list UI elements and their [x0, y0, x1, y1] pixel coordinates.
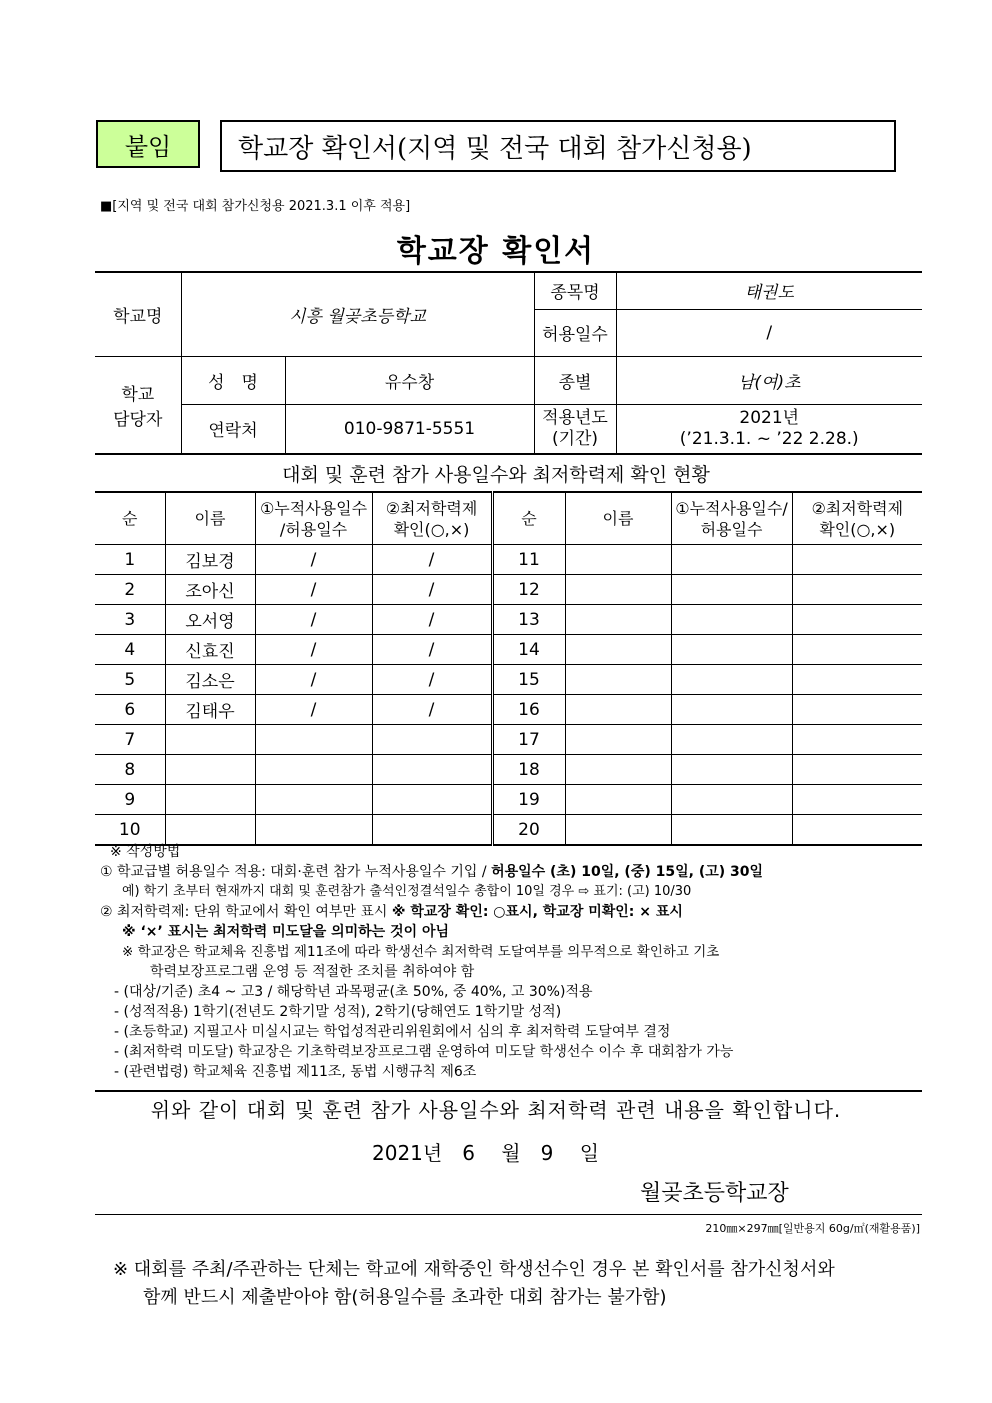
min-academic-check-right-cell [792, 635, 922, 665]
col-check-header-line2: 확인(○,×) [393, 519, 470, 539]
min-academic-check-right-cell [792, 755, 922, 785]
applicability-note: ■[지역 및 전국 대회 참가신청용 2021.3.1 이후 적용] [100, 199, 411, 214]
divider [95, 1090, 922, 1092]
row-number-right-cell: 16 [492, 695, 565, 725]
used-days-right-cell [671, 665, 792, 695]
school-name-value: 시흥 월곶초등학교 [181, 272, 534, 356]
paper-spec: 210㎜×297㎜[일반용지 60g/㎡(재활용품)] [705, 1222, 920, 1235]
instruction-1 [100, 862, 930, 882]
instruction-2 [100, 902, 930, 922]
min-academic-check-right-cell [792, 815, 922, 846]
student-name-cell: 김소은 [165, 665, 255, 695]
row-number-cell: 4 [95, 635, 165, 665]
used-days-cell: / [255, 665, 372, 695]
min-academic-check-cell [372, 725, 492, 755]
school-name-label: 학교명 [95, 272, 181, 356]
row-number-right-cell: 13 [492, 605, 565, 635]
divider [95, 1214, 922, 1215]
student-name-right-cell [565, 755, 671, 785]
footer-note-line1: ※ 대회를 주최/주관하는 단체는 학교에 재학중인 학생선수인 경우 본 확인서를 참가신청서와 [113, 1259, 835, 1280]
used-days-right-cell [671, 755, 792, 785]
year-value-period: (’21.3.1. ~ ’22 2.28.) [679, 428, 859, 449]
student-name-right-cell [565, 635, 671, 665]
document-title-box: 학교장 확인서(지역 및 전국 대회 참가신청용) [220, 120, 896, 172]
staff-name-value: 유수창 [285, 356, 534, 404]
used-days-right-cell [671, 635, 792, 665]
year-label-line1: 적용년도 [542, 407, 608, 428]
table-row [95, 785, 922, 815]
instruction-4-cont: 학력보장프로그램 운영 등 적절한 조치를 취하여야 함 [150, 964, 475, 980]
year-label [534, 404, 616, 454]
signer-name: 월곶초등학교장 [640, 1181, 789, 1206]
min-academic-check-cell: / [372, 695, 492, 725]
staff-label [95, 356, 181, 454]
student-name-right-cell [565, 575, 671, 605]
contact-label: 연락처 [181, 404, 285, 454]
detail-3: - (초등학교) 지필고사 미실시교는 학업성적관리위원회에서 심의 후 최저학력 도달여부 결정 [114, 1024, 671, 1040]
min-academic-check-right-cell [792, 785, 922, 815]
table-row [95, 545, 922, 575]
col-days-header [255, 492, 372, 545]
min-academic-check-cell: / [372, 635, 492, 665]
year-label-line2: (기간) [551, 428, 599, 449]
instruction-3: ※ ‘×’ 표시는 최저학력 미도달을 의미하는 것이 아님 [122, 924, 450, 940]
col-check-header [372, 492, 492, 545]
table-row [95, 665, 922, 695]
detail-5: - (관련법령) 학교체육 진흥법 제11조, 동법 시행규칙 제6조 [114, 1064, 477, 1080]
used-days-right-cell [671, 545, 792, 575]
student-name-cell: 신효진 [165, 635, 255, 665]
min-academic-check-cell: / [372, 605, 492, 635]
used-days-right-cell [671, 815, 792, 846]
division-value: 남(여)초 [616, 356, 922, 404]
col-check-right-header [792, 492, 922, 545]
table-row [95, 695, 922, 725]
min-academic-check-right-cell [792, 695, 922, 725]
used-days-cell: / [255, 575, 372, 605]
col-days-right-header-line1: ①누적사용일수/ [675, 498, 788, 518]
student-name-cell: 조아신 [165, 575, 255, 605]
min-academic-check-cell [372, 815, 492, 846]
student-name-right-cell [565, 785, 671, 815]
row-number-right-cell: 19 [492, 785, 565, 815]
contact-value: 010-9871-5551 [285, 404, 534, 454]
roster-header-row [95, 492, 922, 545]
student-name-right-cell [565, 695, 671, 725]
confirmation-statement: 위와 같이 대회 및 훈련 참가 사용일수와 최저학력 관련 내용을 확인합니다. [150, 1098, 842, 1122]
footer-note-line2: 함께 반드시 제출받아야 함(허용일수를 초과한 대회 참가는 불가함) [143, 1287, 667, 1308]
division-label: 종별 [534, 356, 616, 404]
student-name-cell [165, 755, 255, 785]
min-academic-check-right-cell [792, 605, 922, 635]
col-no-right-header: 순 [492, 492, 565, 545]
student-name-cell: 김태우 [165, 695, 255, 725]
used-days-cell: / [255, 635, 372, 665]
min-academic-check-right-cell [792, 725, 922, 755]
used-days-cell [255, 815, 372, 846]
student-name-right-cell [565, 725, 671, 755]
student-name-cell [165, 725, 255, 755]
attachment-tag: 붙임 [96, 120, 200, 168]
min-academic-check-cell: / [372, 545, 492, 575]
student-name-cell: 김보경 [165, 545, 255, 575]
student-name-cell [165, 785, 255, 815]
row-number-right-cell: 12 [492, 575, 565, 605]
row-number-cell: 2 [95, 575, 165, 605]
row-number-right-cell: 11 [492, 545, 565, 575]
instruction-1-bold: 허용일수 (초) 10일, (중) 15일, (고) 30일 [491, 864, 764, 880]
row-number-right-cell: 14 [492, 635, 565, 665]
col-days-right-header [671, 492, 792, 545]
used-days-cell [255, 725, 372, 755]
col-days-header-line1: ①누적사용일수 [259, 498, 368, 518]
student-name-cell: 오서영 [165, 605, 255, 635]
row-number-cell: 6 [95, 695, 165, 725]
section-title: 대회 및 훈련 참가 사용일수와 최저학력제 확인 현황 [282, 464, 710, 486]
row-number-cell: 7 [95, 725, 165, 755]
instructions [100, 842, 930, 1082]
used-days-cell [255, 755, 372, 785]
instruction-1-example: 예) 학기 초부터 현재까지 대회 및 훈련참가 출석인정결석일수 총합이 10일 경우 ⇨ 표기: (고) 10/30 [122, 884, 692, 899]
used-days-cell [255, 785, 372, 815]
min-academic-check-right-cell [792, 545, 922, 575]
table-row [95, 725, 922, 755]
used-days-cell: / [255, 695, 372, 725]
used-days-right-cell [671, 695, 792, 725]
row-number-cell: 3 [95, 605, 165, 635]
used-days-right-cell [671, 575, 792, 605]
row-number-cell: 9 [95, 785, 165, 815]
col-name-header: 이름 [165, 492, 255, 545]
page-title: 학교장 확인서 [396, 234, 596, 269]
instruction-4: ※ 학교장은 학교체육 진흥법 제11조에 따라 학생선수 최저학력 도달여부를 의무적으로 확인하고 기초 [122, 944, 720, 960]
min-academic-check-cell [372, 785, 492, 815]
row-number-right-cell: 20 [492, 815, 565, 846]
student-name-right-cell [565, 815, 671, 846]
row-number-cell: 10 [95, 815, 165, 846]
row-number-right-cell: 17 [492, 725, 565, 755]
table-row [95, 635, 922, 665]
col-check-right-header-line1: ②최저학력제 [811, 498, 904, 518]
row-number-cell: 5 [95, 665, 165, 695]
detail-1: - (대상/기준) 초4 ~ 고3 / 해당학년 과목평균(초 50%, 중 40%, 고 30%)적용 [114, 984, 593, 1000]
col-check-header-line1: ②최저학력제 [385, 498, 478, 518]
col-name-right-header: 이름 [565, 492, 671, 545]
used-days-cell: / [255, 605, 372, 635]
instruction-2-bold: ※ 학교장 확인: ○표시, 학교장 미확인: × 표시 [391, 904, 683, 920]
used-days-cell: / [255, 545, 372, 575]
student-name-right-cell [565, 665, 671, 695]
row-number-right-cell: 18 [492, 755, 565, 785]
min-academic-check-right-cell [792, 665, 922, 695]
min-academic-check-cell: / [372, 575, 492, 605]
student-name-right-cell [565, 605, 671, 635]
allowed-days-value: / [616, 309, 922, 356]
staff-label-line1: 학교 [121, 384, 155, 405]
school-info-table [95, 271, 922, 455]
staff-name-label: 성 명 [181, 356, 285, 404]
instruction-1-text: ① 학교급별 허용일수 적용: 대회·훈련 참가 누적사용일수 기입 / [100, 864, 492, 880]
col-days-header-line2: /허용일수 [279, 519, 348, 539]
student-roster-table [95, 491, 922, 846]
sport-value: 태권도 [616, 272, 922, 309]
used-days-right-cell [671, 785, 792, 815]
year-value [616, 404, 922, 454]
footer-note [113, 1256, 835, 1312]
col-days-right-header-line2: 허용일수 [700, 519, 763, 539]
col-check-right-header-line2: 확인(○,×) [819, 519, 896, 539]
instructions-heading: ※ 작성방법 [110, 844, 181, 860]
min-academic-check-cell [372, 755, 492, 785]
sport-label: 종목명 [534, 272, 616, 309]
student-name-cell [165, 815, 255, 846]
detail-4: - (최저학력 미도달) 학교장은 기초학력보장프로그램 운영하여 미도달 학생선수 이수 후 대회참가 가능 [114, 1044, 734, 1060]
confirmation-date: 2021년 6 월 9 일 [372, 1141, 600, 1165]
staff-label-line2: 담당자 [113, 409, 163, 430]
student-name-right-cell [565, 545, 671, 575]
table-row [95, 755, 922, 785]
table-row [95, 575, 922, 605]
min-academic-check-cell: / [372, 665, 492, 695]
row-number-cell: 1 [95, 545, 165, 575]
used-days-right-cell [671, 725, 792, 755]
detail-2: - (성적적용) 1학기(전년도 2학기말 성적), 2학기(당해연도 1학기말 성적) [114, 1004, 562, 1020]
min-academic-check-right-cell [792, 575, 922, 605]
table-row [95, 605, 922, 635]
year-value-year: 2021년 [739, 407, 800, 428]
col-no-header: 순 [95, 492, 165, 545]
instruction-2-text: ② 최저학력제: 단위 학교에서 확인 여부만 표시 [100, 904, 392, 920]
used-days-right-cell [671, 605, 792, 635]
table-row [95, 815, 922, 846]
row-number-right-cell: 15 [492, 665, 565, 695]
allowed-days-label: 허용일수 [534, 309, 616, 356]
row-number-cell: 8 [95, 755, 165, 785]
